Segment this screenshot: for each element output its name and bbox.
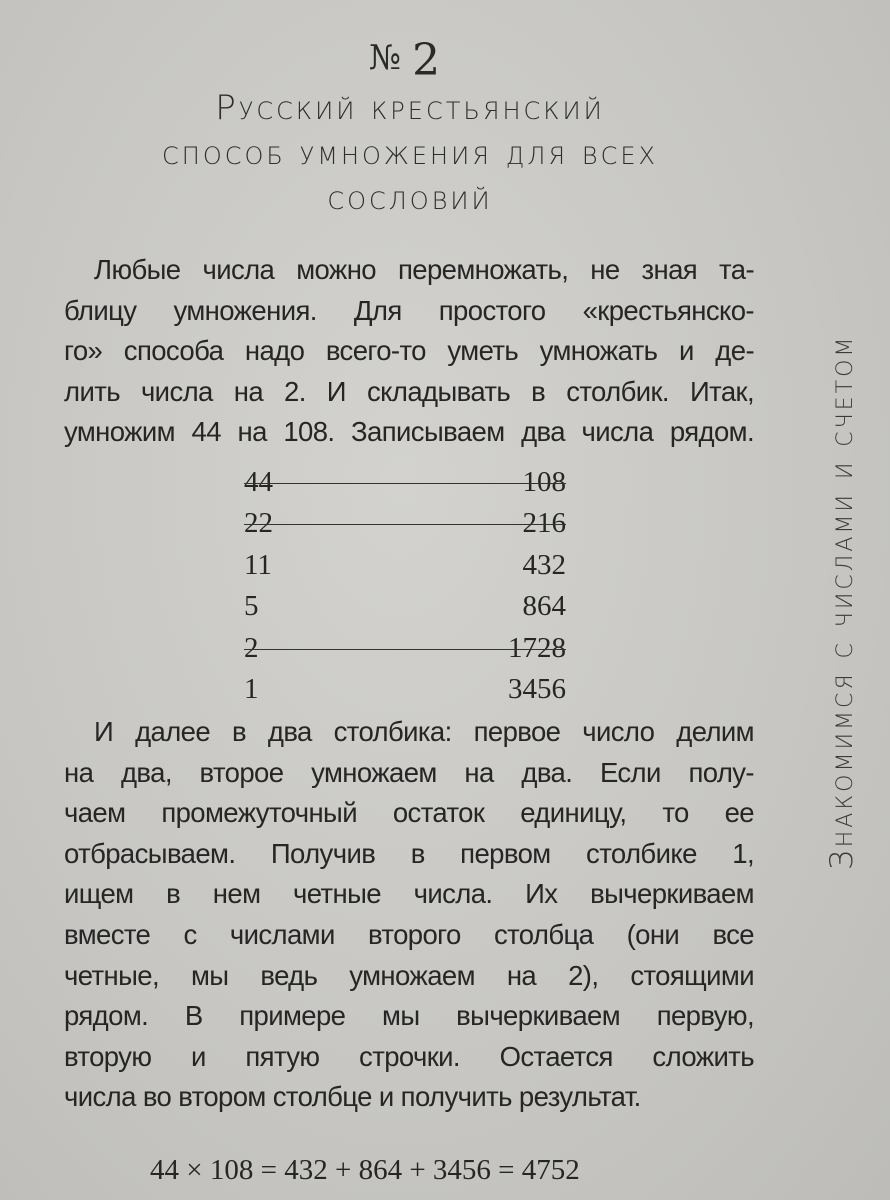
text-line: Любые числа можно перемножать, не зная та- [94,254,754,285]
section-number-value: 2 [412,35,442,86]
explanation-paragraph [64,712,754,1118]
right-value: 3456 [508,672,566,705]
text-line: умножим 44 на 108. Записываем два числа рядом. [64,416,754,448]
right-value: 216 [522,507,566,540]
text-line: блицу умножения. Для простого «крестьянско- [64,294,754,326]
table-row [244,462,566,503]
multiplication-table [244,462,566,710]
text-line: отбрасываем. Получив в первом столбике 1, [64,837,754,869]
text-line: го» способа надо всего-то уметь умножать и де- [64,335,754,367]
heading-line: способ умножения для всех [162,133,658,173]
text-line: рядом. В примере мы вычеркиваем первую, [64,1000,754,1032]
text-line: на два, второе умножаем на два. Если полу- [64,756,754,788]
table-row [244,628,566,669]
text-line: ищем в нем четные числа. Их вычеркиваем [64,878,754,910]
number-sign: № [368,38,403,78]
table-row [244,669,566,710]
chapter-side-title: Знакомимся с числами и счетом [824,334,860,870]
section-number [0,30,810,89]
left-value: 1 [244,672,259,705]
heading-line: сословий [327,178,493,218]
text-line: вместе с числами второго столбца (они все [64,918,754,950]
text-line: лить числа на 2. И складывать в столбик. Итак, [64,375,754,407]
text-line: И далее в два столбика: первое число делим [94,716,754,747]
left-value: 22 [244,507,273,540]
right-value: 108 [522,466,566,498]
strike-line [244,524,566,525]
left-value: 11 [244,548,272,581]
table-row [244,503,566,544]
right-value: 1728 [508,631,566,664]
right-value: 432 [522,548,566,581]
result-formula: 44 × 108 = 432 + 864 + 3456 = 4752 [150,1154,580,1186]
strike-line [244,483,566,484]
left-value: 44 [244,466,273,498]
text-line: числа во втором столбце и получить результат. [64,1081,641,1113]
strike-line [244,649,566,650]
text-line: четные, мы ведь умножаем на 2), стоящими [64,959,754,991]
text-line: вторую и пятую строчки. Остается сложить [64,1040,754,1072]
text-line: чаем промежуточный остаток единицу, то ее [64,797,754,829]
table-row [244,545,566,586]
heading-line: Русский крестьянский [215,88,605,128]
left-value: 2 [244,631,259,664]
intro-paragraph [64,250,754,453]
table-row [244,586,566,627]
section-heading [40,86,780,221]
left-value: 5 [244,590,259,623]
right-value: 864 [522,590,566,623]
